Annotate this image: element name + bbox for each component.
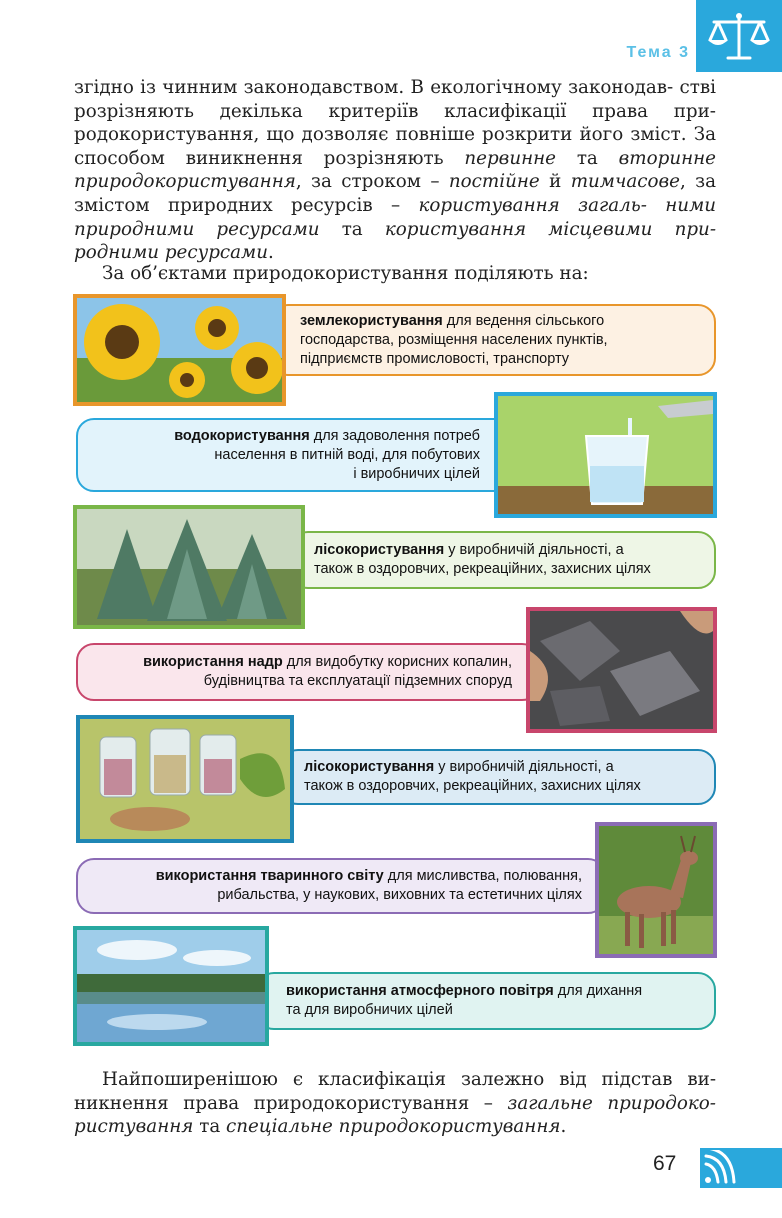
category-line — [300, 312, 604, 331]
text-fragment: , за строком – — [295, 171, 449, 193]
category-line: також в оздоровчих, рекреаційних, захисних цілях — [314, 561, 651, 577]
term-italic: користування загаль- — [418, 194, 647, 216]
list-intro: За об’єктами природокористування поділяють на: — [102, 263, 589, 284]
category-line: та для виробничих цілей — [286, 1002, 453, 1018]
category-term: землекористування — [300, 312, 443, 329]
category-line: населення в питній воді, для побутових — [214, 446, 480, 463]
category-box-air — [256, 972, 716, 1030]
fir-trees-photo — [73, 505, 305, 629]
category-line: будівництва та експлуатації підземних споруд — [203, 673, 512, 689]
roe-deer-photo — [595, 822, 717, 958]
category-term: лісокористування — [304, 759, 435, 775]
term-italic: користування місцевими при- — [384, 218, 716, 240]
category-line: рибальства, у наукових, виховних та естетичних цілях — [217, 887, 582, 903]
term-italic: спеціальне природокористування — [226, 1116, 561, 1138]
category-line: також в оздоровчих, рекреаційних, захисних цілях — [304, 778, 641, 794]
category-box-forest-2 — [280, 749, 716, 805]
category-box-land — [270, 304, 716, 376]
category-line: і виробничих цілей — [353, 465, 480, 482]
category-desc: у виробничій діяльності, а — [444, 542, 624, 558]
text-fragment: за змістом природних ресурсів – — [74, 171, 717, 216]
category-term: використання надр — [143, 654, 283, 670]
coal-photo — [526, 607, 717, 733]
intro-paragraph — [74, 76, 716, 265]
lake-sky-photo — [73, 926, 269, 1046]
category-term: використання атмосферного повітря — [286, 983, 554, 999]
category-box-fauna — [76, 858, 606, 914]
text-line: Найпоширенішою є класифікація залежно від підстав ви- — [102, 1069, 716, 1090]
text-line: родокористування, що дозволяє повніше розкрити його зміст. — [74, 124, 687, 146]
category-desc: для мисливства, полювання, — [383, 868, 582, 884]
category-desc: для задоволення потреб — [309, 427, 480, 444]
signal-icon — [702, 1150, 742, 1186]
text-fragment: , — [679, 171, 686, 193]
text-line: стві розрізняють декілька критеріїв класифікації права при- — [74, 77, 716, 122]
category-line — [143, 653, 512, 672]
text-fragment: . — [268, 242, 274, 264]
category-term: водокористування — [174, 427, 310, 444]
term-italic: вторинне — [618, 147, 717, 169]
text-fragment: . — [560, 1116, 567, 1138]
term-italic: ристування — [74, 1116, 194, 1138]
category-line: підприємств промисловості, транспорту — [300, 350, 570, 367]
category-line — [304, 758, 614, 777]
category-desc: для ведення сільського — [442, 312, 605, 329]
category-term: використання тваринного світу — [155, 868, 384, 884]
sunflowers-photo — [73, 294, 286, 406]
category-line — [156, 867, 582, 886]
category-box-forest — [290, 531, 716, 589]
category-line — [314, 541, 624, 560]
category-desc: для видобутку корисних копалин, — [282, 654, 512, 670]
text-line: згідно із чинним законодавством. В екологічному законодав- — [74, 77, 674, 98]
term-italic: тимчасове — [570, 171, 680, 193]
closing-paragraph — [74, 1068, 716, 1139]
category-line — [286, 982, 642, 1001]
term-italic: родними ресурсами — [74, 242, 268, 264]
term-italic: первинне — [464, 147, 557, 169]
herbs-photo — [76, 715, 294, 843]
text-line: За способом виникнення розрізняють — [74, 124, 717, 169]
text-fragment: та — [193, 1116, 227, 1138]
category-desc: у виробничій діяльності, а — [434, 759, 614, 775]
term-italic: ними природними ресурсами — [74, 194, 717, 240]
category-box-subsoil — [76, 643, 540, 701]
category-line — [174, 427, 480, 446]
term-italic: постійне — [448, 171, 540, 193]
scales-icon — [704, 10, 774, 64]
text-fragment: й — [539, 171, 571, 193]
category-box-water — [76, 418, 516, 492]
term-italic: природокористування — [74, 171, 296, 193]
text-fragment: та — [556, 147, 619, 169]
text-fragment: та — [319, 218, 385, 240]
chapter-label: Тема 3 — [626, 44, 690, 61]
page-number: 67 — [653, 1152, 677, 1175]
category-line: господарства, розміщення населених пунктів, — [300, 331, 608, 348]
term-italic: загальне природоко- — [507, 1092, 716, 1114]
category-term: лісокористування — [314, 542, 445, 558]
category-desc: для дихання — [553, 983, 643, 999]
text-fragment: никнення права природокористування – — [74, 1092, 508, 1114]
water-glass-photo — [494, 392, 717, 518]
